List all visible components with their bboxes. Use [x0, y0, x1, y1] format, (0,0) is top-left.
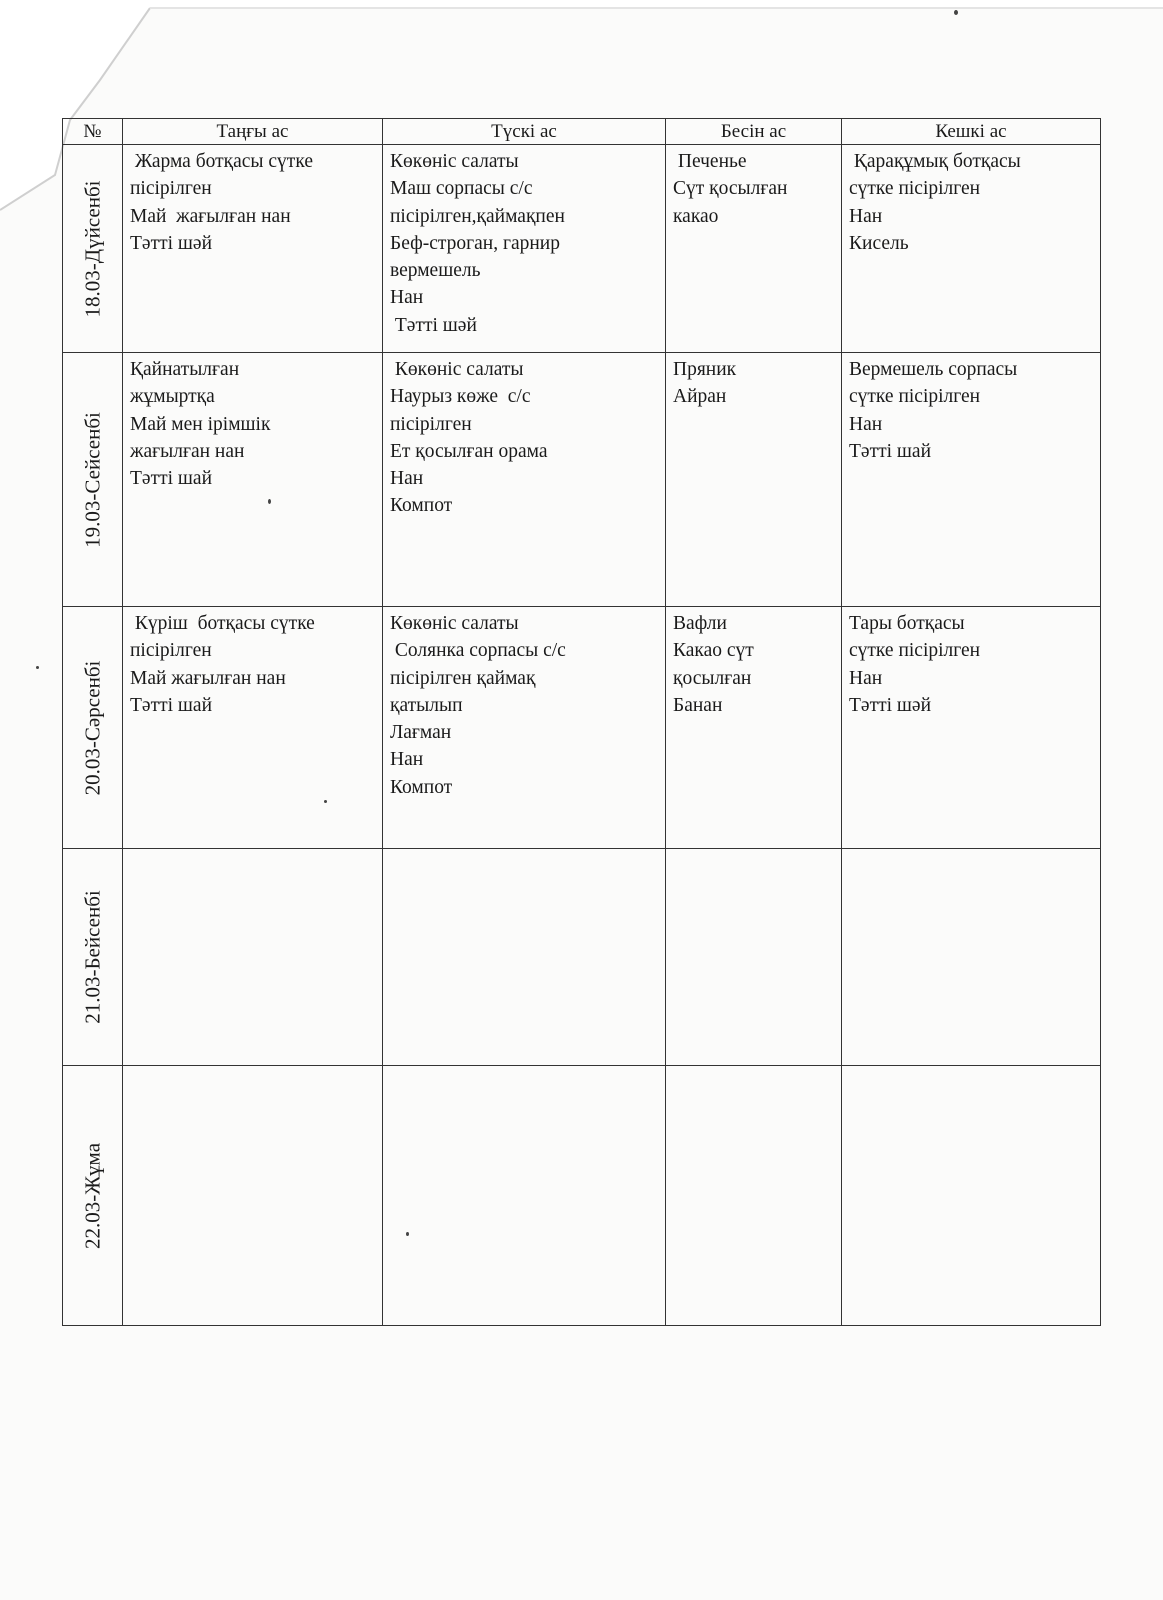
snack-cell: [666, 607, 842, 849]
lunch-cell: [383, 1066, 666, 1326]
table-row: [63, 1066, 1101, 1326]
breakfast-cell: [123, 1066, 383, 1326]
snack-text: Вафли Какао сүт қосылған Банан: [673, 613, 754, 716]
day-label: 19.03-Сейсенбі: [80, 411, 104, 548]
snack-text: Печенье Сүт қосылған какао: [673, 151, 788, 227]
breakfast-cell: [123, 607, 383, 849]
lunch-text: Көкөніс салаты Солянка сорпасы с/с пісірілген қаймақ қатылып Лағман Нан Компот: [390, 613, 566, 798]
day-label: 18.03-Дүйсенбі: [80, 180, 104, 317]
dinner-text: Тары ботқасы сүтке пісірілген Нан Тәтті шәй: [849, 613, 981, 716]
table-row: [63, 607, 1101, 849]
lunch-text: Көкөніс салаты Наурыз көже с/с пісірілген Ет қосылған орама Нан Компот: [390, 359, 548, 517]
lunch-cell: [383, 145, 666, 353]
day-label: 20.03-Сәрсенбі: [80, 660, 104, 795]
dinner-cell: [842, 607, 1101, 849]
breakfast-text: Жарма ботқасы сүтке пісірілген Май жағылған нан Тәтті шәй: [130, 151, 313, 254]
lunch-cell: [383, 849, 666, 1066]
dinner-cell: [842, 1066, 1101, 1326]
day-cell: [63, 1066, 123, 1326]
breakfast-cell: [123, 849, 383, 1066]
lunch-text: [383, 849, 665, 852]
dinner-cell: [842, 849, 1101, 1066]
snack-cell: [666, 145, 842, 353]
dinner-text: Вермешель сорпасы сүтке пісірілген Нан Тәтті шай: [849, 359, 1018, 462]
dinner-cell: [842, 145, 1101, 353]
header-lunch: Түскі ас: [383, 119, 666, 145]
header-dinner: Кешкі ас: [842, 119, 1101, 145]
snack-text: Пряник Айран: [673, 359, 737, 408]
snack-text: [666, 849, 841, 852]
snack-text: [666, 1066, 841, 1069]
dinner-text: [842, 849, 1100, 852]
table-row: [63, 353, 1101, 607]
table-row: [63, 145, 1101, 353]
header-snack: Бесін ас: [666, 119, 842, 145]
breakfast-cell: [123, 353, 383, 607]
snack-cell: [666, 849, 842, 1066]
header-row: [63, 119, 1101, 145]
day-cell: [63, 607, 123, 849]
scan-speck: [36, 666, 39, 669]
breakfast-text: [123, 849, 382, 852]
snack-cell: [666, 353, 842, 607]
breakfast-cell: [123, 145, 383, 353]
header-number: №: [63, 119, 123, 145]
breakfast-text: Күріш ботқасы сүтке пісірілген Май жағылған нан Тәтті шай: [130, 613, 315, 716]
lunch-text: Көкөніс салаты Маш сорпасы с/с пісірілген,қаймақпен Беф-строган, гарнир вермешель Нан Тәтті шәй: [390, 151, 565, 336]
scan-speck: [954, 10, 958, 15]
lunch-text: [383, 1066, 665, 1069]
lunch-cell: [383, 607, 666, 849]
day-cell: [63, 849, 123, 1066]
table-row: [63, 849, 1101, 1066]
weekly-menu-table: [62, 118, 1101, 1326]
breakfast-text: Қайнатылған жұмыртқа Май мен ірімшік жағылған нан Тәтті шай: [130, 359, 271, 490]
lunch-cell: [383, 353, 666, 607]
breakfast-text: [123, 1066, 382, 1069]
day-label: 21.03-Бейсенбі: [80, 890, 104, 1024]
day-cell: [63, 353, 123, 607]
dinner-text: Қарақұмық ботқасы сүтке пісірілген Нан Кисель: [849, 151, 1021, 254]
dinner-text: [842, 1066, 1100, 1069]
snack-cell: [666, 1066, 842, 1326]
header-breakfast: Таңғы ас: [123, 119, 383, 145]
dinner-cell: [842, 353, 1101, 607]
day-label: 22.03-Жұма: [80, 1142, 104, 1249]
day-cell: [63, 145, 123, 353]
